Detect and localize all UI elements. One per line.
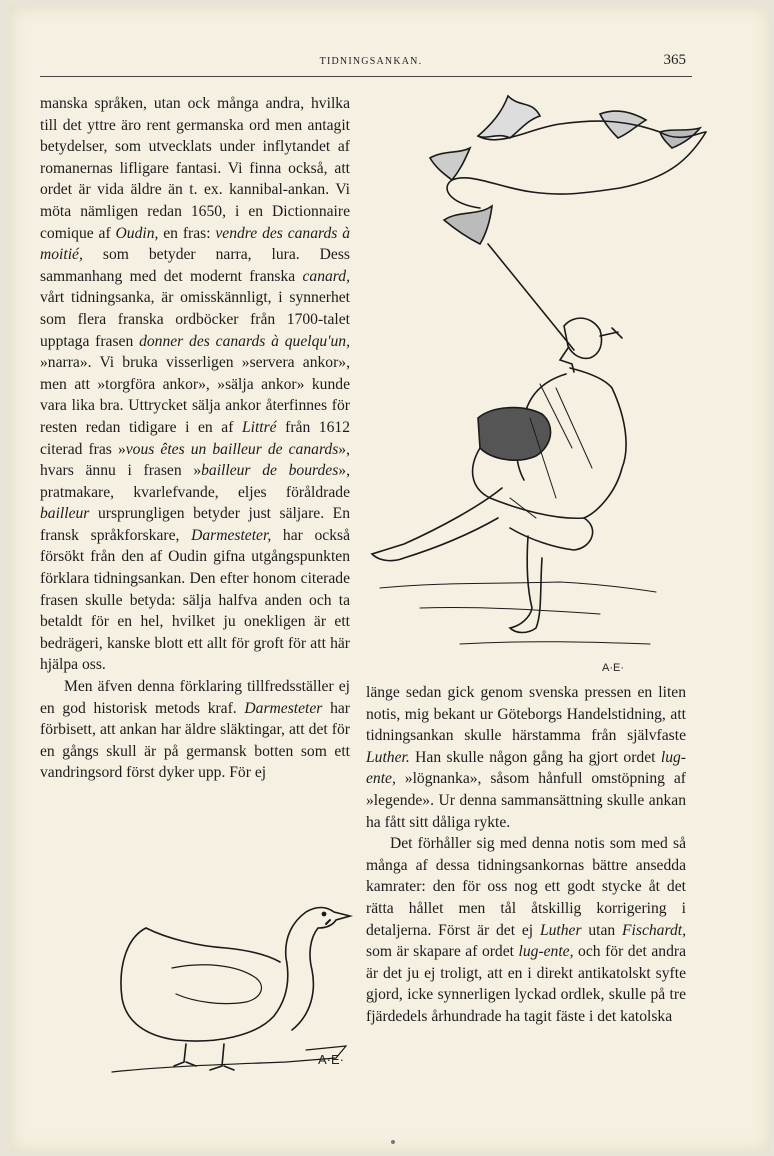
italic-run: lug-ente, — [366, 748, 686, 788]
duck-illustration-initials: A·E· — [318, 1052, 344, 1067]
paragraph — [40, 93, 350, 676]
paragraph — [366, 682, 686, 833]
italic-run: lug-ente, — [518, 943, 574, 961]
paragraph — [366, 833, 686, 1027]
text-run: från 1612 citerad fras » — [40, 418, 350, 458]
italic-run: Luther. — [366, 748, 410, 766]
italic-run: bailleur de bourdes — [201, 462, 339, 480]
italic-run: donner des canards à quelqu'un, — [139, 332, 350, 350]
italic-run: Oudin, — [115, 224, 159, 242]
left-column — [40, 93, 350, 784]
running-title: TIDNINGSANKAN. — [319, 56, 423, 67]
text-run: har också försökt från den af Oudin gifna utgångspunkten förklara tidningsankan. Den efter honom citerade frasen skulle betyda: sälja halfva anden och ta betaldt för en hel, hvilket ju onekligen är ett bedrägeri, kanske blott ett allt för groft för att här hjälpa oss. — [40, 526, 350, 674]
text-run: har förbisett, att ankan har äldre släktingar, att det för en gångs skull är på germansk botten som ett vandringsord först dyker upp. För ej — [40, 699, 350, 782]
kite-illustration-initials: A·E· — [602, 662, 624, 674]
italic-run: Darmesteter, — [191, 526, 272, 544]
italic-run: Fischardt, — [622, 921, 686, 939]
page-bottom-dot — [391, 1140, 395, 1144]
italic-run: Luther — [539, 921, 582, 939]
text-run: »narra». Vi bruka visserligen »servera ankor», men att »torgföra ankor», »sälja ankor» kunde vara lika bra. Uttrycket sälja ankor återfinnes för resten redan tidigare i en af — [40, 354, 350, 436]
italic-run: Littré — [241, 418, 277, 436]
italic-run: vendre des canards à moitié, — [40, 224, 351, 264]
italic-run: Darmesteter — [244, 699, 323, 717]
header-rule — [40, 76, 692, 77]
text-run: Men äfven denna förklaring tillfredsställer ej en god historisk metods kraf. — [40, 678, 350, 717]
text-run: Han skulle någon gång ha gjort ordet — [409, 748, 661, 766]
italic-run: vous êtes un bailleur de canards — [125, 440, 339, 458]
text-run: », hvars ännu i frasen » — [40, 440, 350, 480]
book-page — [10, 6, 770, 1152]
italic-run: canard, — [302, 267, 350, 285]
kite-man-illustration — [360, 88, 720, 668]
paragraph — [40, 676, 350, 784]
text-run: utan — [581, 921, 623, 939]
text-run: en fras: — [158, 224, 216, 242]
text-run: och för det andra är det ju ej troligt, att en i direkt antikatolskt syfte gjord, icke synnerligen lyckad ordlek, skulle på tre fjärdedels århundrade ha tagit fäste i det katolska — [366, 943, 686, 1025]
text-run: som betyder narra, lura. Dess sammanhang med det modernt franska — [40, 246, 350, 285]
text-run: Det förhåller sig med denna notis som med så många af dessa tidningsankornas bättre ansedda kamrater: den för oss nog ett godt stycke åt det rätta hållet men tål åtskillig korrigering i detaljerna. Först är det ej — [366, 835, 686, 939]
page-number: 365 — [663, 52, 686, 68]
italic-run: bailleur — [40, 505, 90, 523]
text-run: », pratmakare, kvarlefvande, eljes föråldrade — [40, 462, 350, 501]
text-run: som är skapare af ordet — [366, 943, 519, 961]
text-run: länge sedan gick genom svenska pressen en liten notis, mig bekant ur Göteborgs Handelstidning, att tidningsankan skulle härstamma från självfaste — [366, 684, 686, 745]
text-run: »lögnanka», såsom hånfull omstöpning af »legende». Ur denna sammansättning skulle ankan ha fått sitt dåliga rykte. — [366, 770, 686, 831]
text-run: ursprungligen betyder just säljare. En fransk språkforskare, — [40, 505, 350, 544]
text-run: vårt tidningsanka, är omisskännligt, i synnerhet som flera franska ordböcker från 1700-talet upptaga frasen — [40, 289, 350, 350]
text-run: manska språken, utan ock många andra, hvilka till det yttre äro rent germanska ord men antagit betydelser, som utvecklats under inflytandet af romanernas lifligare fantasi. Vi finna också, att ordet är vida äldre än t. ex. kannibal-ankan. Vi möta nämligen redan 1650, i en Dictionnaire comique af — [40, 95, 350, 242]
duck-illustration — [106, 898, 362, 1078]
right-column — [366, 682, 686, 1028]
